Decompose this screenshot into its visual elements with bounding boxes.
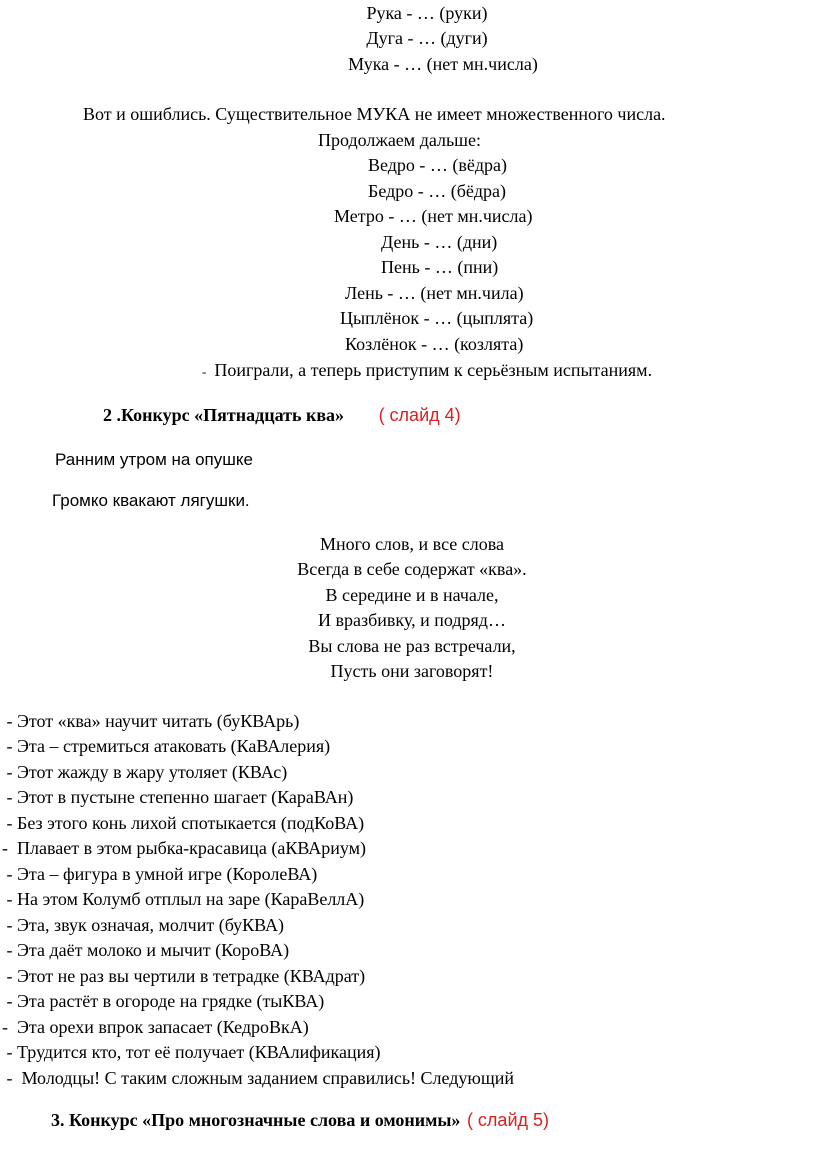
word-line: Рука - … (руки) bbox=[366, 3, 488, 23]
riddle-line: - Этот «ква» научит читать (буКВАрь) bbox=[2, 711, 300, 731]
list-dash: - bbox=[202, 364, 207, 379]
continue-text: Продолжаем дальше: bbox=[318, 130, 482, 150]
poem-line: Много слов, и все слова bbox=[320, 534, 504, 554]
contest-3-title: 3. Конкурс «Про многозначные слова и омонимы» bbox=[51, 1110, 461, 1130]
contest-2-heading bbox=[103, 403, 461, 428]
poem-line: Пусть они заговорят! bbox=[330, 661, 494, 681]
riddle-line: - Этот не раз вы чертили в тетрадке (КВАдрат) bbox=[2, 966, 366, 986]
riddle-line: - Трудится кто, тот её получает (КВАлификация) bbox=[2, 1042, 381, 1062]
word-line: Метро - … (нет мн.числа) bbox=[334, 206, 533, 226]
word-line: Лень - … (нет мн.чила) bbox=[345, 283, 524, 303]
word-line: Мука - … (нет мн.числа) bbox=[348, 54, 538, 74]
intro-line: Громко квакают лягушки. bbox=[52, 491, 250, 510]
contest-2-title: 2 .Конкурс «Пятнадцать ква» bbox=[103, 405, 345, 425]
riddle-line: - Эта растёт в огороде на грядке (тыКВА) bbox=[2, 991, 325, 1011]
riddle-line: - Без этого конь лихой спотыкается (подКоВА) bbox=[2, 813, 365, 833]
mistake-text: Вот и ошиблись. Существительное МУКА не имеет множественного числа. bbox=[83, 104, 666, 124]
riddle-line: - Этот в пустыне степенно шагает (КараВАн) bbox=[2, 787, 354, 807]
poem-line: Вы слова не раз встречали, bbox=[308, 636, 516, 656]
riddle-line: - На этом Колумб отплыл на заре (КараВеллА) bbox=[2, 889, 365, 909]
word-line: Цыплёнок - … (цыплята) bbox=[340, 308, 534, 328]
poem-line: Всегда в себе содержат «ква». bbox=[297, 559, 527, 579]
word-line: Пень - … (пни) bbox=[381, 257, 499, 277]
poem-line: В середине и в начале, bbox=[325, 585, 499, 605]
word-line: Дуга - … (дуги) bbox=[366, 28, 488, 48]
riddle-line: - Эта, звук означая, молчит (буКВА) bbox=[2, 915, 285, 935]
riddle-line: - Молодцы! С таким сложным заданием справились! Следующий bbox=[2, 1068, 514, 1088]
word-line: Козлёнок - … (козлята) bbox=[345, 334, 524, 354]
riddle-line: - Эта даёт молоко и мычит (КороВА) bbox=[2, 940, 290, 960]
contest-3-heading bbox=[51, 1108, 549, 1133]
riddle-line: - Эта – стремиться атаковать (КаВАлерия) bbox=[2, 736, 331, 756]
word-line: Ведро - … (вёдра) bbox=[368, 155, 508, 175]
riddle-line: - Эта орехи впрок запасает (КедроВкА) bbox=[2, 1017, 309, 1037]
contest-3-slide: ( слайд 5) bbox=[466, 1110, 550, 1130]
played-line bbox=[202, 358, 652, 384]
riddle-line: - Этот жажду в жару утоляет (КВАс) bbox=[2, 762, 288, 782]
riddle-line: - Эта – фигура в умной игре (КоролеВА) bbox=[2, 864, 318, 884]
word-line: День - … (дни) bbox=[381, 232, 498, 252]
poem-line: И вразбивку, и подряд… bbox=[318, 610, 506, 630]
contest-2-slide: ( слайд 4) bbox=[378, 405, 461, 425]
played-text: Поиграли, а теперь приступим к серьёзным испытаниям. bbox=[214, 360, 653, 380]
intro-line: Ранним утром на опушке bbox=[55, 450, 253, 469]
riddle-line: - Плавает в этом рыбка-красавица (аКВАриум) bbox=[2, 838, 367, 858]
word-line: Бедро - … (бёдра) bbox=[368, 181, 507, 201]
